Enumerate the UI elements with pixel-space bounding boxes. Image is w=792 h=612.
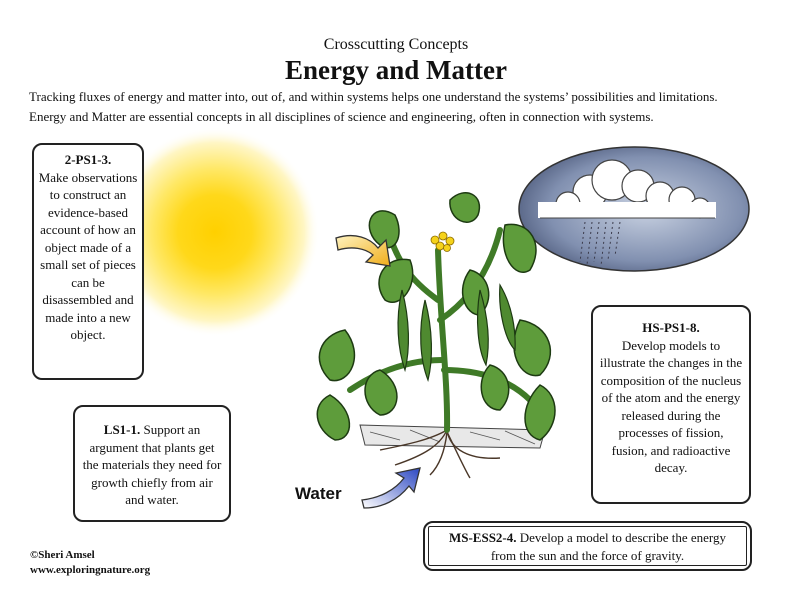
footer-credit — [30, 548, 150, 578]
subtitle: Crosscutting Concepts — [323, 36, 469, 53]
standard-box-hs-ps1-8 — [591, 305, 751, 504]
standard-box-ls1-1 — [73, 405, 231, 522]
intro-line-1: Tracking fluxes of energy and matter into, out of, and within systems helps one understand the systems’ possibilities and limitations. — [29, 89, 718, 104]
standard-text: Develop models to illustrate the changes in the composition of the nucleus of the atom and the energy released during the processes of fission, fusion, and radioactive decay. — [599, 337, 743, 475]
page-title: Energy and Matter — [285, 55, 507, 85]
standard-text: Support an argument that plants get the materials they need for growth chiefly from air and water. — [82, 422, 222, 507]
water-arrow-icon — [362, 468, 420, 508]
standard-box-2-ps1-3 — [32, 143, 144, 380]
water-label: Water — [295, 484, 342, 503]
standard-code: LS1-1. — [103, 422, 144, 437]
bean-plant-illustration — [317, 193, 555, 508]
standard-code: 2-PS1-3. — [64, 152, 112, 167]
standard-box-ms-ess2-4 — [423, 521, 752, 571]
standard-text: Develop a model to describe the energy from the sun and the force of gravity. — [490, 530, 727, 563]
intro-line-2: Energy and Matter are essential concepts in all disciplines of science and engineering, often in connection with systems. — [29, 109, 654, 124]
double-border — [428, 526, 747, 566]
website-text: www.exploringnature.org — [30, 564, 151, 576]
copyright-text: ©Sheri Amsel — [30, 549, 95, 561]
rain-cloud-illustration — [519, 147, 749, 271]
standard-code: MS-ESS2-4. — [448, 530, 520, 545]
standard-text: Make observations to construct an evidence-based account of how an object made of a small set of pieces can be disassembled and made into a new object. — [38, 169, 138, 342]
standard-code: HS-PS1-8. — [642, 320, 700, 335]
